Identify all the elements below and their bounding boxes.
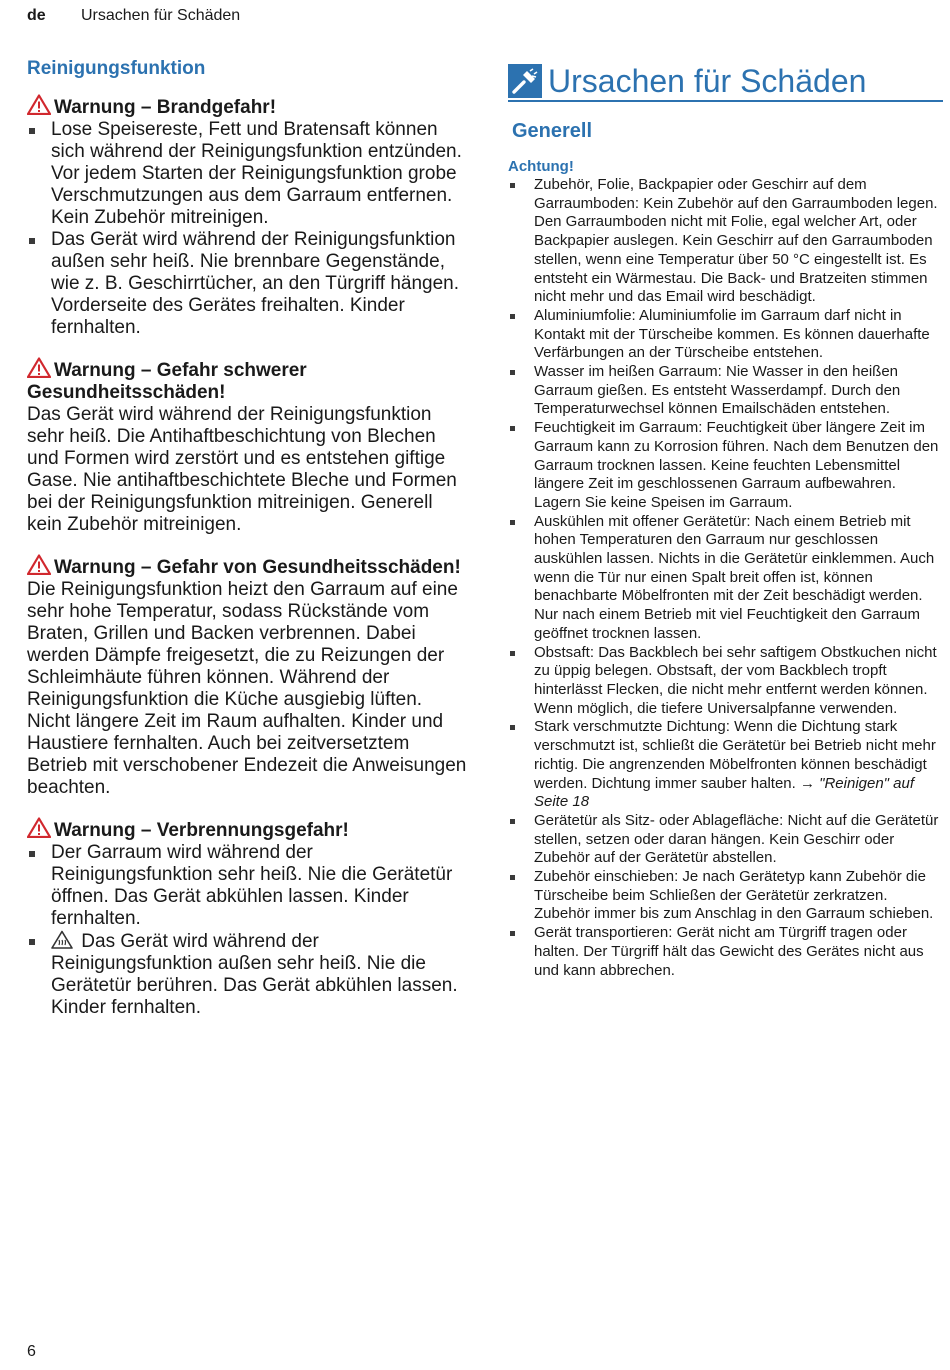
- damage-icon: [508, 64, 542, 98]
- subsection-title: Generell: [512, 120, 593, 142]
- warning-text: Das Gerät wird während der Reinigungsfunktion sehr heiß. Die Antihaftbeschichtung von Blechen und Formen wird zerstört und es entstehen giftige Gase. Nie antihaftbeschichtete Bleche und Formen bei der Reinigungsfunktion mitreinigen. Generell kein Zubehör mitreinigen.: [27, 404, 457, 535]
- list-item: Auskühlen mit offener Gerätetür: Nach einem Betrieb mit hohen Temperaturen den Garraum nur geschlossen auskühlen lassen. Nichts in die Gerätetür einklemmen. Auch wenn die Tür nur einen Spalt breit offen ist, können benachbarte Möbelfronten mit der Zeit beschädigt werden. Nur nach einem Betrieb mit viel Feuchtigkeit den Garraum geöffnet trocknen lassen.: [508, 513, 943, 644]
- warning-triangle-icon: [27, 357, 51, 378]
- list-item: Gerätetür als Sitz- oder Ablagefläche: Nicht auf die Gerätetür stellen, setzen oder daran hängen. Kein Geschirr oder Zubehör auf der Gerätetür abstellen.: [508, 812, 943, 868]
- list-item: Der Garraum wird während der Reinigungsfunktion sehr heiß. Nie die Gerätetür öffnen. Das Gerät abkühlen lassen. Kinder fernhalten.: [27, 842, 467, 930]
- list-item: Gerät transportieren: Gerät nicht am Türgriff tragen oder halten. Der Türgriff hält das Gewicht des Gerätes nicht aus und kann abbrechen.: [508, 924, 943, 980]
- warning-triangle-icon: [27, 817, 51, 838]
- chapter-heading: [508, 62, 943, 102]
- warning-fire: [27, 94, 467, 339]
- page-header: [27, 7, 241, 25]
- warning-text: Die Reinigungsfunktion heizt den Garraum auf eine sehr hohe Temperatur, sodass Rückstände vom Braten, Grillen und Backen verbrennen. Dabei werden Dämpfe freigesetzt, die zu Reizungen der Schleimhäute führen können. Während der Reinigungsfunktion die Küche ausgiebig lüften. Nicht längere Zeit im Raum aufhalten. Kinder und Haustiere fernhalten. Auch bei zeitversetztem Betrieb mit verschobener Endezeit die Anweisungen beachten.: [27, 579, 467, 798]
- list-item: Das Gerät wird während der Reinigungsfunktion außen sehr heiß. Nie die Gerätetür berühren. Das Gerät abkühlen lassen. Kinder fernhalten.: [27, 930, 467, 1019]
- warning-serious-health: [27, 357, 467, 536]
- list-item: Lose Speisereste, Fett und Bratensaft können sich während der Reinigungsfunktion entzünden. Vor jedem Starten der Reinigungsfunktion grobe Verschmutzungen aus dem Garraum entfernen. Kein Zubehör mitreinigen.: [27, 119, 467, 229]
- warning-burn: [27, 817, 467, 1019]
- cross-reference-link[interactable]: "Reinigen" auf Seite 18: [534, 774, 915, 811]
- section-title: Reinigungsfunktion: [27, 58, 206, 79]
- warning-health: [27, 554, 467, 799]
- hot-surface-warning-icon: [51, 930, 73, 949]
- arrow-icon: →: [799, 774, 815, 792]
- left-column: [27, 58, 467, 1037]
- list-item: Stark verschmutzte Dichtung: Wenn die Dichtung stark verschmutzt ist, schließt die Gerätetür bei Betrieb nicht mehr richtig. Die angrenzenden Möbelfronten können beschädigt werden. Dichtung immer sauber halten. → "Reinigen" auf Seite 18: [508, 718, 943, 812]
- warning-triangle-icon: [27, 94, 51, 115]
- warning-title: Warnung – Gefahr schwerer Gesundheitsschäden!: [27, 357, 467, 404]
- warning-title: Warnung – Brandgefahr!: [27, 94, 467, 119]
- list-item: Wasser im heißen Garraum: Nie Wasser in den heißen Garraum gießen. Es entsteht Wasserdampf. Durch den Temperaturwechsel können Emailschäden entstehen.: [508, 363, 943, 419]
- warning-title: Warnung – Gefahr von Gesundheitsschäden!: [27, 554, 467, 579]
- list-item: Obstsaft: Das Backblech bei sehr saftigem Obstkuchen nicht zu üppig belegen. Obstsaft, der vom Backblech tropft hinterlässt Flecken, die nicht mehr entfernt werden können. Wenn möglich, die tiefere Universalpfanne verwenden.: [508, 644, 943, 719]
- chapter-title: Ursachen für Schäden: [548, 63, 867, 99]
- right-column: [508, 62, 943, 980]
- warning-triangle-icon: [27, 554, 51, 575]
- list-item: Das Gerät wird während der Reinigungsfunktion außen sehr heiß. Nie brennbare Gegenstände, wie z. B. Geschirrtücher, an den Türgriff hängen. Vorderseite des Gerätes freihalten. Kinder fernhalten.: [27, 229, 467, 339]
- header-title: Ursachen für Schäden: [81, 7, 241, 24]
- warning-title: Warnung – Verbrennungsgefahr!: [27, 817, 467, 842]
- list-item: Zubehör, Folie, Backpapier oder Geschirr auf dem Garraumboden: Kein Zubehör auf den Garraumboden legen. Den Garraumboden nicht mit Folie, egal welcher Art, oder Backpapier auslegen. Kein Geschirr auf den Garraumboden stellen, wenn eine Temperatur über 50 °C eingestellt ist. Es entsteht ein Wärmestau. Die Back- und Bratzeiten stimmen nicht mehr und das Email wird beschädigt.: [508, 176, 943, 307]
- damage-list: [508, 176, 943, 980]
- page-number: 6: [27, 1343, 36, 1360]
- list-item: Zubehör einschieben: Je nach Gerätetyp kann Zubehör die Türscheibe beim Schließen der Gerätetür zerkratzen. Zubehör immer bis zum Anschlag in den Garraum schieben.: [508, 868, 943, 924]
- language-code: de: [27, 7, 46, 24]
- attention-label: Achtung!: [508, 158, 574, 175]
- list-item: Feuchtigkeit im Garraum: Feuchtigkeit über längere Zeit im Garraum kann zu Korrosion führen. Nach dem Benutzen den Garraum trocknen lassen. Keine feuchten Lebensmittel längere Zeit im geschlossenen Garraum aufbewahren. Lagern Sie keine Speisen im Garraum.: [508, 419, 943, 513]
- list-item: Aluminiumfolie: Aluminiumfolie im Garraum darf nicht in Kontakt mit der Türscheibe kommen. Es können dauerhafte Verfärbungen an der Türscheibe entstehen.: [508, 307, 943, 363]
